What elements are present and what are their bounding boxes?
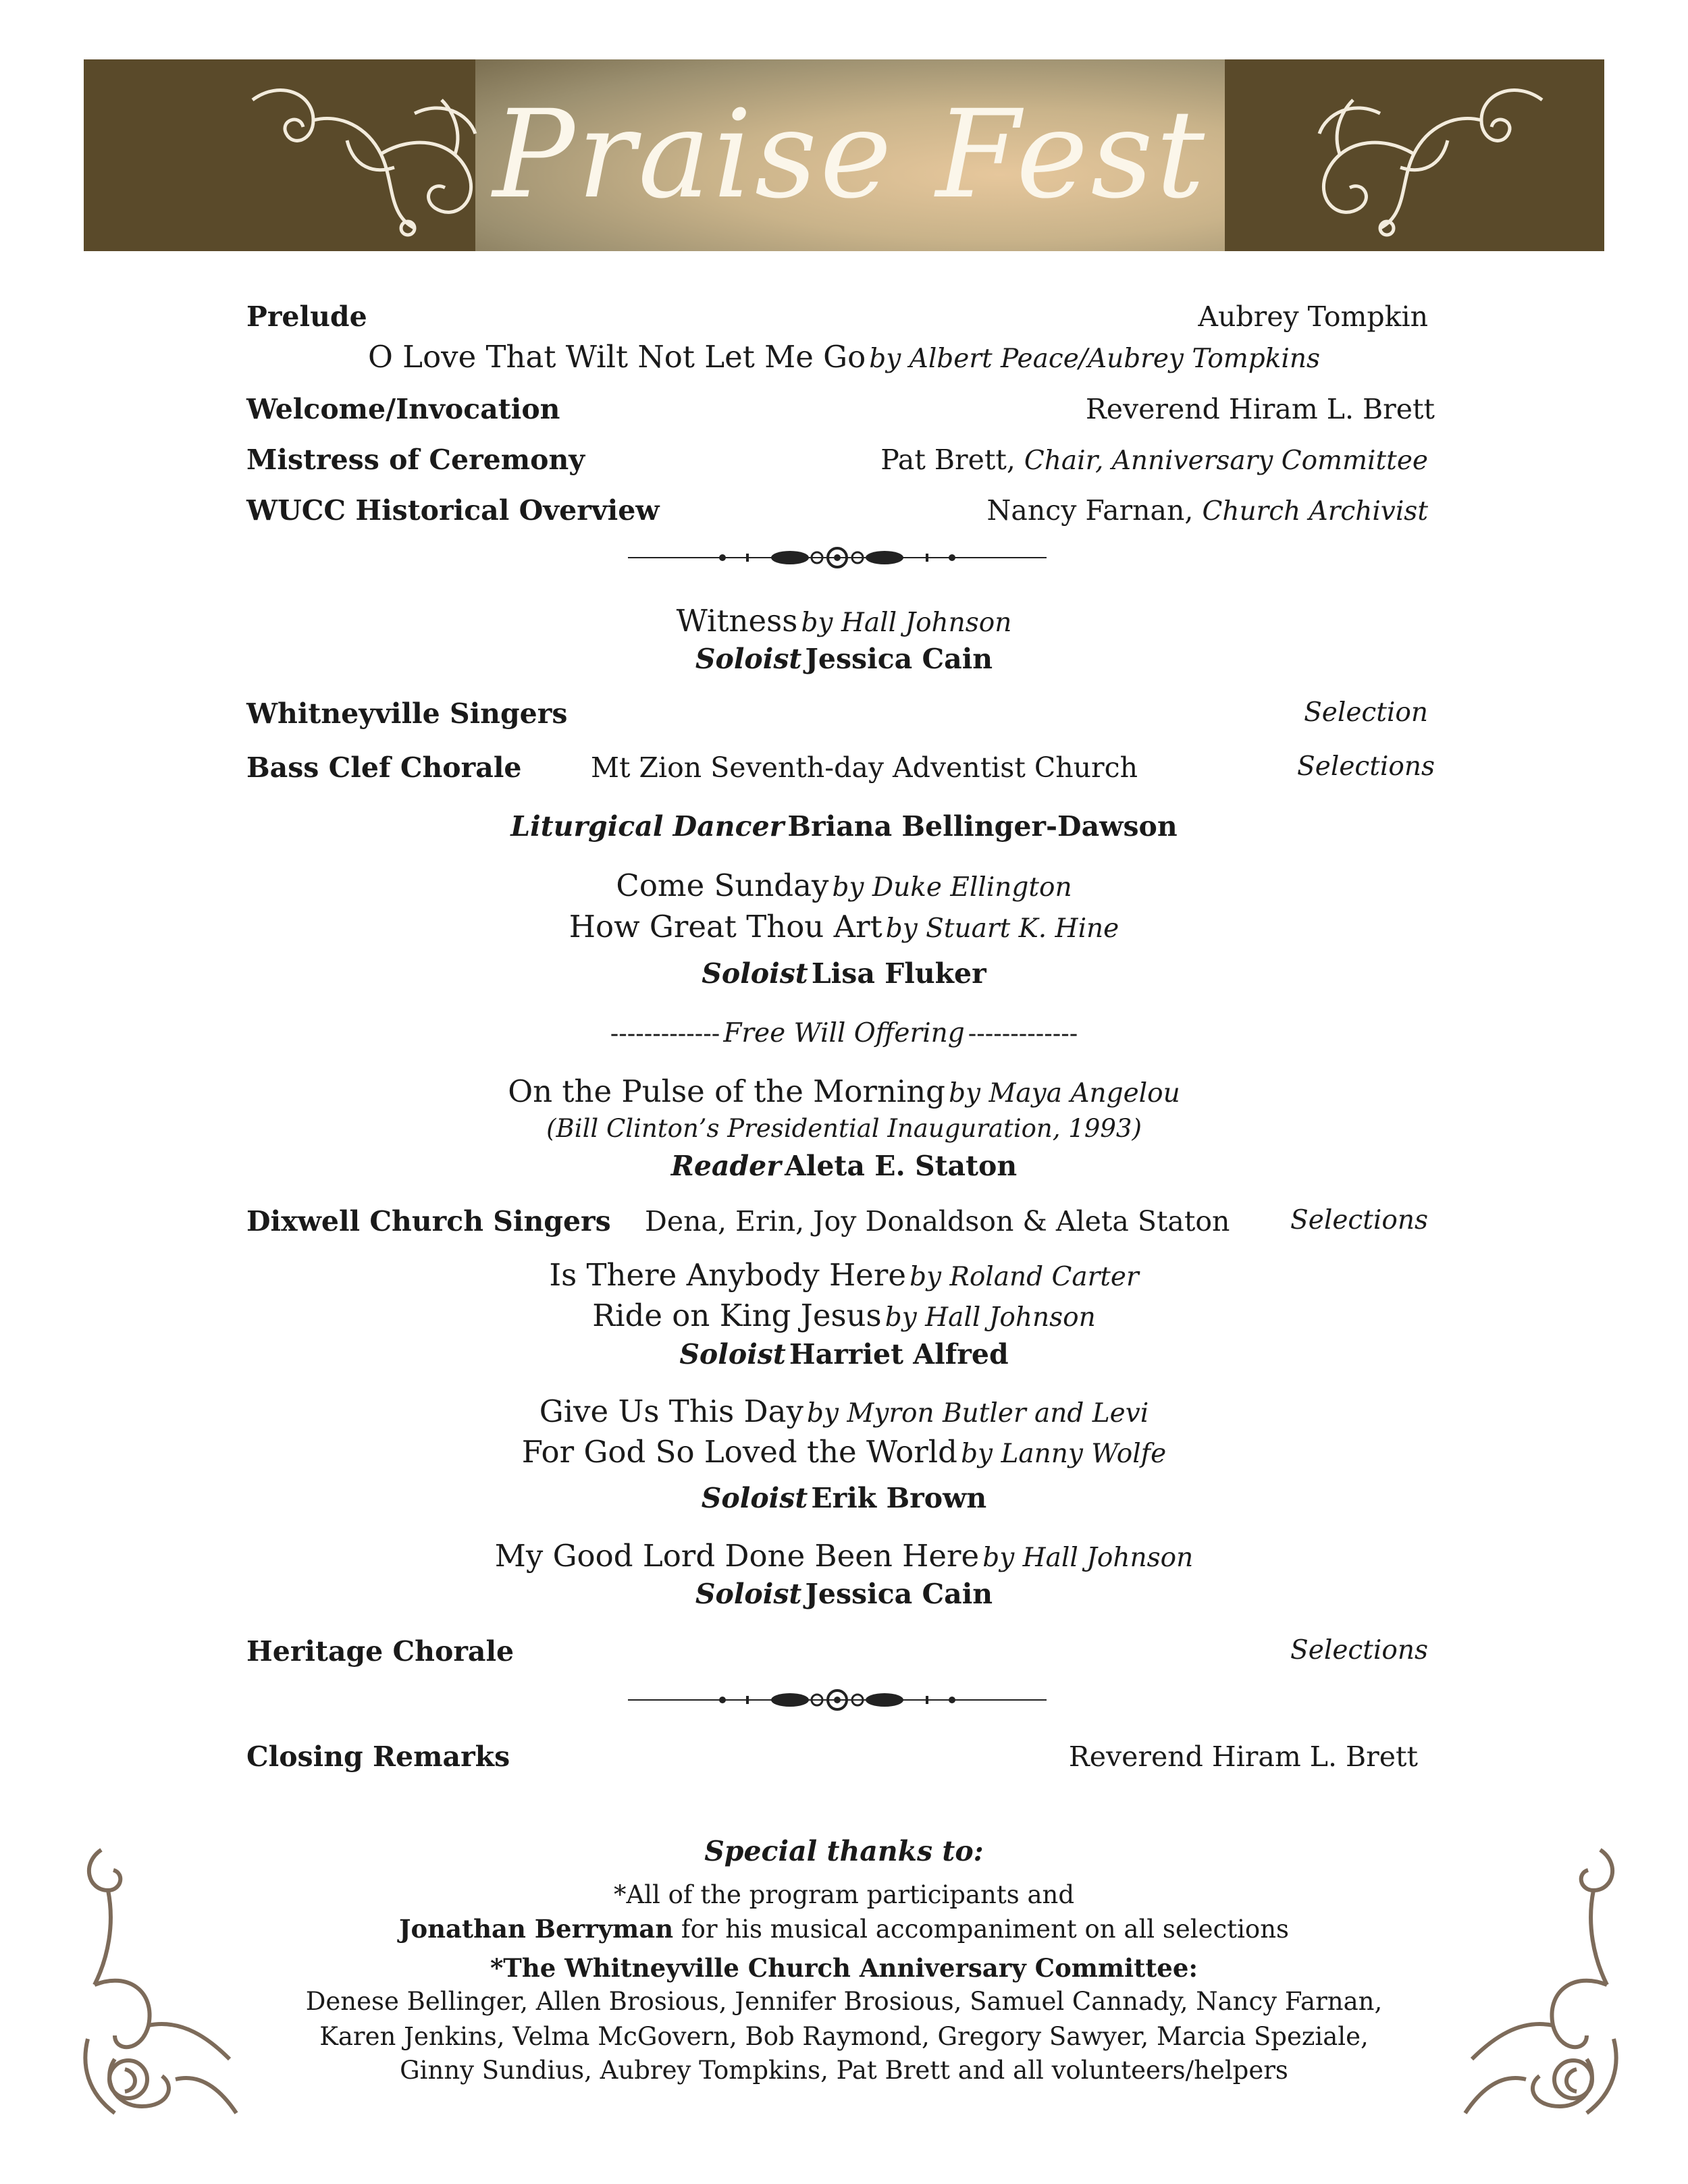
for-god-credit: by Lanny Wolfe [961, 1439, 1167, 1469]
thanks-accompanist-note: for his musical accompaniment on all selections [673, 1915, 1290, 1944]
welcome-name: Reverend Hiram L. Brett [1085, 393, 1435, 425]
ride-line [0, 1298, 1688, 1333]
prelude-label: Prelude [246, 300, 367, 333]
thanks-names-line2 [0, 2022, 1688, 2051]
closing-row [246, 1740, 1435, 1781]
closing-label: Closing Remarks [246, 1740, 510, 1773]
heritage-label: Heritage Chorale [246, 1635, 515, 1668]
witness-soloist-line [0, 643, 1688, 675]
overview-label: WUCC Historical Overview [246, 494, 660, 527]
bassclef-church: Mt Zion Seventh-day Adventist Church [591, 751, 1138, 784]
dancer-name: Briana Bellinger-Dawson [787, 810, 1178, 843]
header-banner [84, 59, 1604, 251]
mistress-name: Pat Brett, [880, 444, 1016, 476]
thanks-heading: Special thanks to: [704, 1835, 984, 1867]
come-sunday-piece: Come Sunday [616, 868, 829, 903]
thanks-participants: *All of the program participants and [613, 1880, 1075, 1909]
anybody-credit: by Roland Carter [909, 1262, 1139, 1292]
thanks-names2: Karen Jenkins, Velma McGovern, Bob Raymond, Gregory Sawyer, Marcia Speziale, [319, 2022, 1369, 2051]
overview-role: Church Archivist [1202, 496, 1428, 527]
pulse-credit: by Maya Angelou [949, 1078, 1180, 1109]
pulse-note: (Bill Clinton’s Presidential Inauguration, 1993) [546, 1114, 1142, 1143]
alfred-soloist-line [0, 1338, 1688, 1370]
witness-soloist-label: Soloist [695, 643, 802, 675]
overview-row [246, 494, 1435, 535]
dixwell-label: Dixwell Church Singers [246, 1205, 611, 1237]
dancer-label: Liturgical Dancer [510, 810, 785, 843]
witness-soloist: Jessica Cain [805, 643, 993, 675]
for-god-line [0, 1434, 1688, 1470]
come-sunday-line [0, 868, 1688, 903]
prelude-piece: O Love That Wilt Not Let Me Go [367, 339, 866, 375]
thanks-names-line1 [0, 1987, 1688, 2016]
closing-name: Reverend Hiram L. Brett [1068, 1740, 1418, 1773]
thanks-line1 [0, 1880, 1688, 1909]
flourish-right-icon [1299, 73, 1556, 242]
give-us-credit: by Myron Butler and Levi [806, 1398, 1149, 1429]
offering-dashes-left: ------------- [610, 1019, 720, 1048]
ride-piece: Ride on King Jesus [592, 1298, 882, 1333]
thanks-accompanist: Jonathan Berryman [398, 1914, 674, 1944]
good-lord-credit: by Hall Johnson [982, 1543, 1194, 1573]
alfred-soloist-label: Soloist [679, 1338, 786, 1370]
good-lord-piece: My Good Lord Done Been Here [494, 1538, 980, 1574]
dancer-line [0, 810, 1688, 843]
fluker-soloist-line [0, 957, 1688, 990]
overview-credit [987, 494, 1428, 527]
how-great-piece: How Great Thou Art [569, 909, 882, 944]
mistress-credit [880, 444, 1428, 476]
whitneyville-row [246, 697, 1435, 738]
welcome-label: Welcome/Invocation [246, 393, 560, 425]
dixwell-note: Selections [1290, 1205, 1428, 1235]
how-great-credit: by Stuart K. Hine [885, 913, 1119, 944]
anybody-piece: Is There Anybody Here [549, 1257, 906, 1293]
anybody-line [0, 1257, 1688, 1293]
pulse-note-line [0, 1114, 1688, 1143]
thanks-names3: Ginny Sundius, Aubrey Tompkins, Pat Brett and all volunteers/helpers [400, 2056, 1288, 2085]
alfred-soloist: Harriet Alfred [789, 1338, 1009, 1370]
thanks-line2 [0, 1914, 1688, 1944]
page-title: Praise Fest [492, 84, 1208, 225]
flourish-left-icon [239, 73, 496, 242]
prelude-performer: Aubrey Tompkin [1198, 300, 1428, 333]
witness-piece: Witness [676, 603, 798, 639]
how-great-line [0, 909, 1688, 944]
pulse-line [0, 1073, 1688, 1109]
dixwell-members: Dena, Erin, Joy Donaldson & Aleta Staton [645, 1205, 1230, 1237]
cain2-soloist-line [0, 1578, 1688, 1610]
mistress-label: Mistress of Ceremony [246, 444, 585, 476]
fluker-soloist: Lisa Fluker [811, 957, 986, 990]
thanks-heading-line [0, 1835, 1688, 1867]
witness-line [0, 603, 1688, 639]
witness-credit: by Hall Johnson [801, 608, 1012, 638]
bassclef-row [246, 751, 1435, 792]
brown-soloist-line [0, 1482, 1688, 1514]
bassclef-note: Selections [1297, 751, 1435, 782]
dixwell-row [246, 1205, 1435, 1246]
prelude-row [246, 300, 1435, 341]
cain2-soloist-label: Soloist [695, 1578, 802, 1610]
give-us-piece: Give Us This Day [539, 1393, 803, 1429]
brown-soloist: Erik Brown [811, 1482, 987, 1514]
offering-line [0, 1018, 1688, 1048]
thanks-committee: *The Whitneyville Church Anniversary Committee: [490, 1953, 1198, 1983]
prelude-piece-line [0, 339, 1688, 375]
cain2-soloist: Jessica Cain [805, 1578, 993, 1610]
offering-text: Free Will Offering [723, 1018, 965, 1048]
pulse-reader: Aleta E. Staton [784, 1150, 1018, 1182]
thanks-committee-line [0, 1953, 1688, 1983]
brown-soloist-label: Soloist [701, 1482, 808, 1514]
pulse-reader-label: Reader [670, 1150, 781, 1182]
ornament-divider-icon [621, 1688, 1053, 1712]
whitneyville-note: Selection [1304, 697, 1428, 728]
pulse-piece: On the Pulse of the Morning [508, 1073, 945, 1109]
bassclef-label: Bass Clef Chorale [246, 751, 522, 784]
mistress-role: Chair, Anniversary Committee [1024, 446, 1428, 476]
thanks-names1: Denese Bellinger, Allen Brosious, Jennifer Brosious, Samuel Cannady, Nancy Farnan, [305, 1987, 1383, 2016]
prelude-credit: by Albert Peace/Aubrey Tompkins [869, 344, 1320, 374]
fluker-soloist-label: Soloist [702, 957, 808, 990]
for-god-piece: For God So Loved the World [521, 1434, 957, 1470]
welcome-row [246, 393, 1435, 433]
heritage-note: Selections [1290, 1635, 1428, 1666]
give-us-line [0, 1393, 1688, 1429]
offering-dashes-right: ------------- [968, 1019, 1078, 1048]
ride-credit: by Hall Johnson [885, 1302, 1096, 1333]
whitneyville-label: Whitneyville Singers [246, 697, 568, 730]
ornament-divider-icon [621, 545, 1053, 570]
overview-name: Nancy Farnan, [986, 494, 1194, 527]
come-sunday-credit: by Duke Ellington [832, 872, 1072, 903]
good-lord-line [0, 1538, 1688, 1574]
heritage-row [246, 1635, 1435, 1676]
mistress-row [246, 444, 1435, 484]
pulse-reader-line [0, 1150, 1688, 1182]
thanks-names-line3 [0, 2056, 1688, 2085]
